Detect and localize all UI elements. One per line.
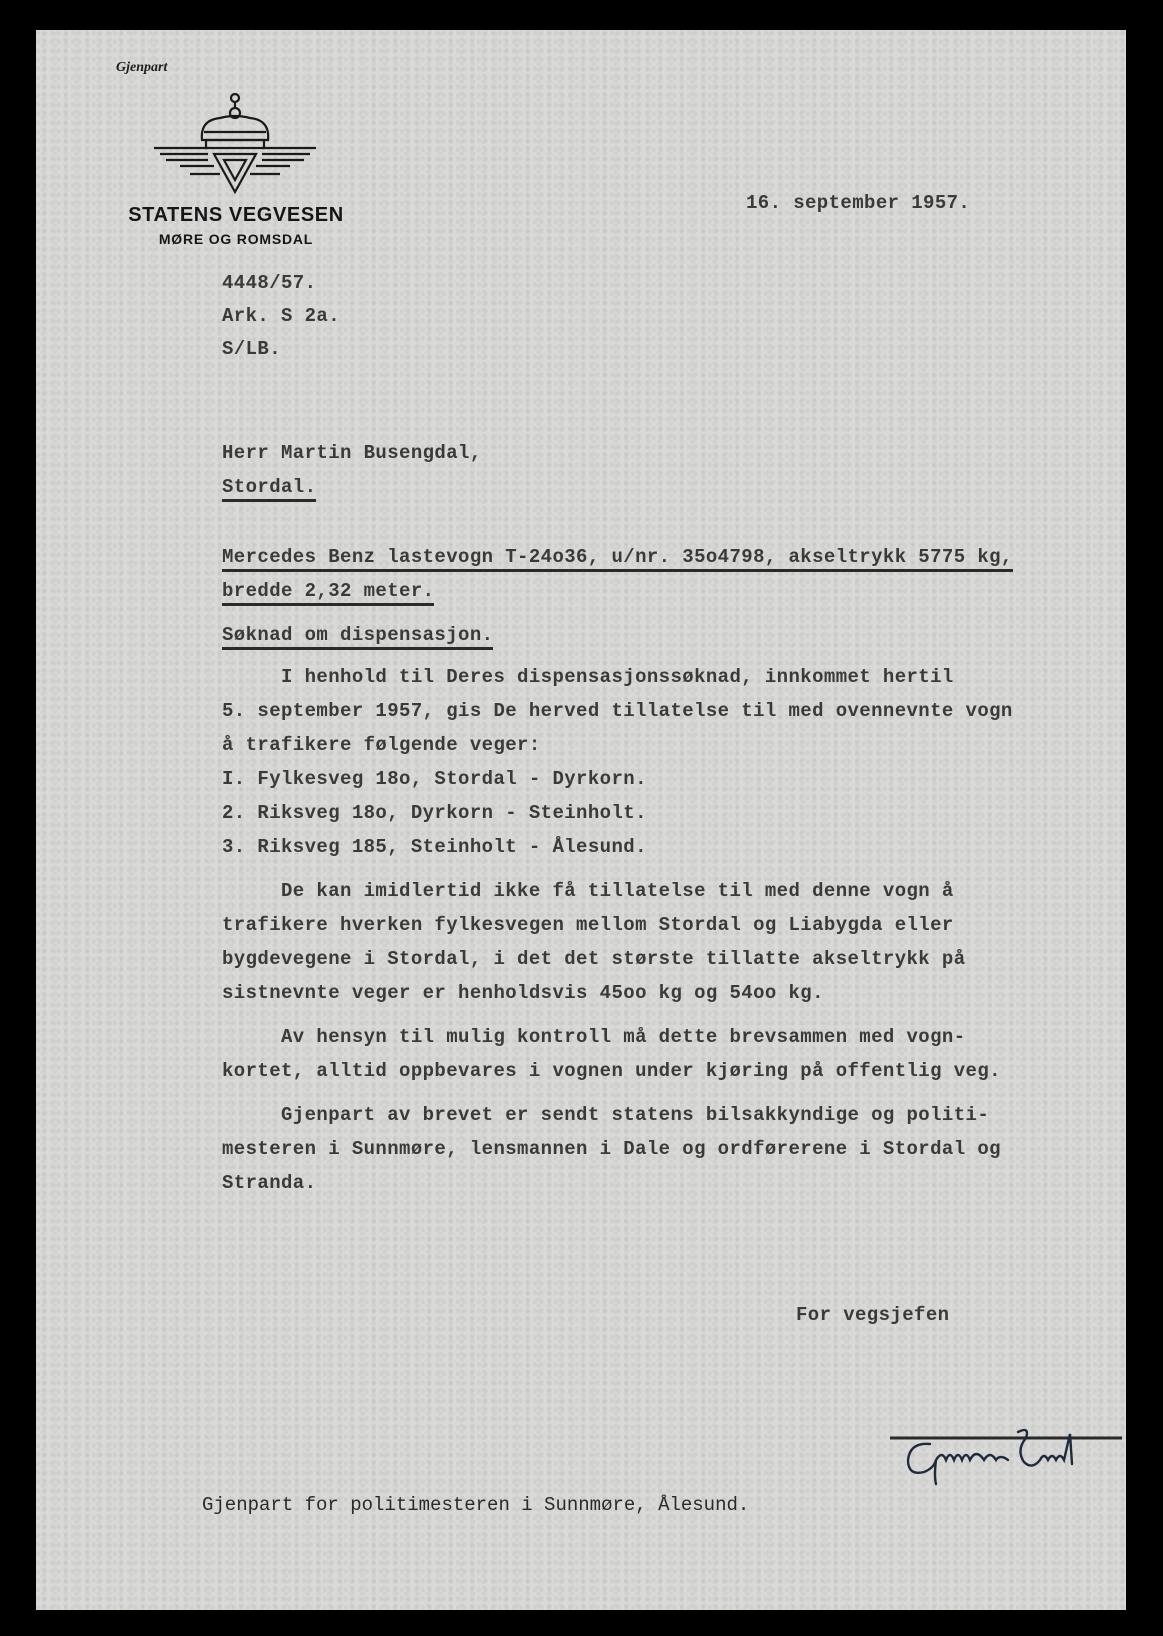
body-line: mesteren i Sunnmøre, lensmannen i Dale og ordførerene i Stordal og: [222, 1138, 1001, 1160]
closing-line: For vegsjefen: [796, 1304, 950, 1326]
copy-distribution-note: Gjenpart for politimesteren i Sunnmøre, Ålesund.: [202, 1494, 750, 1516]
subject-line-1: Mercedes Benz lastevogn T-24o36, u/nr. 35o4798, akseltrykk 5775 kg,: [222, 546, 1013, 572]
letter-date: 16. september 1957.: [746, 192, 971, 214]
body-line: trafikere hverken fylkesvegen mellom Stordal og Liabygda eller: [222, 914, 954, 936]
road-item: I. Fylkesveg 18o, Stordal - Dyrkorn.: [222, 768, 647, 790]
body-line: I henhold til Deres dispensasjonssøknad, innkommet hertil: [222, 666, 954, 688]
recipient-place: Stordal.: [222, 476, 316, 502]
agency-block: [100, 204, 372, 247]
subject-line-3: Søknad om dispensasjon.: [222, 624, 493, 650]
body-line: 5. september 1957, gis De herved tillatelse til med ovennevnte vogn: [222, 700, 1013, 722]
body-line: bygdevegene i Stordal, i det det største tillatte akseltrykk på: [222, 948, 966, 970]
road-item: 2. Riksveg 18o, Dyrkorn - Steinholt.: [222, 802, 647, 824]
recipient-name: Herr Martin Busengdal,: [222, 442, 482, 464]
body-line: De kan imidlertid ikke få tillatelse til med denne vogn å: [222, 880, 954, 902]
handwritten-signature: [890, 1420, 1130, 1490]
body-line: Stranda.: [222, 1172, 317, 1194]
subject-line-2: bredde 2,32 meter.: [222, 580, 434, 606]
crown-winged-triangle-emblem-icon: [150, 88, 320, 200]
agency-name: STATENS VEGVESEN: [128, 204, 344, 226]
agency-region: MØRE OG ROMSDAL: [158, 231, 314, 247]
road-item: 3. Riksveg 185, Steinholt - Ålesund.: [222, 836, 647, 858]
body-line: å trafikere følgende veger:: [222, 734, 541, 756]
body-line: sistnevnte veger er henholdsvis 45oo kg og 54oo kg.: [222, 982, 824, 1004]
archive-reference: Ark. S 2a.: [222, 305, 341, 327]
copy-mark: Gjenpart: [116, 60, 168, 75]
initials: S/LB.: [222, 338, 282, 360]
body-line: kortet, alltid oppbevares i vognen under kjøring på offentlig veg.: [222, 1060, 1001, 1082]
body-line: Gjenpart av brevet er sendt statens bilsakkyndige og politi-: [222, 1104, 990, 1126]
journal-number: 4448/57.: [222, 272, 317, 294]
body-line: Av hensyn til mulig kontroll må dette brevsammen med vogn-: [222, 1026, 966, 1048]
